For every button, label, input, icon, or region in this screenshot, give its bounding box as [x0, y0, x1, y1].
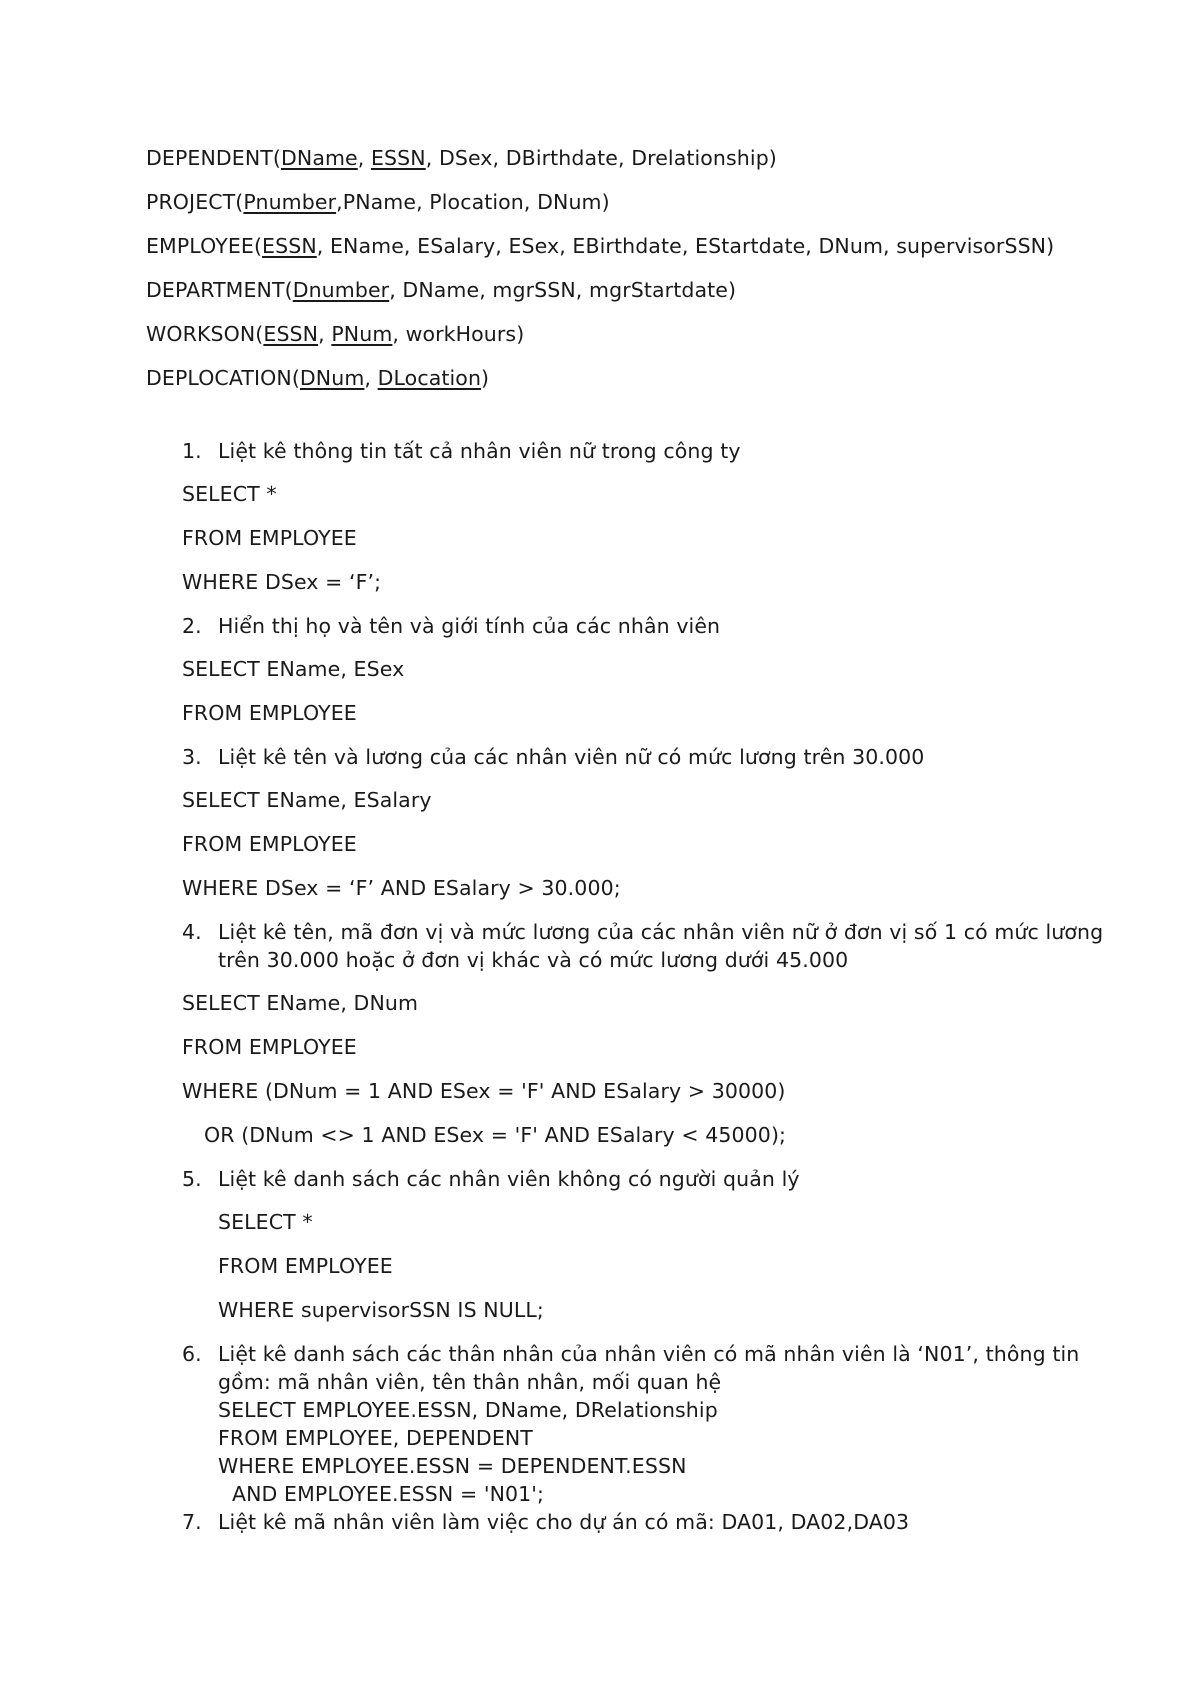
sql-line: FROM EMPLOYEE: [218, 1254, 393, 1278]
sql-line: SELECT EName, ESex: [182, 657, 405, 681]
sql-line: WHERE (DNum = 1 AND ESex = 'F' AND ESalary > 30000): [182, 1079, 786, 1103]
question-4: 4. Liệt kê tên, mã đơn vị và mức lương của các nhân viên nữ ở đơn vị số 1 có mức lương trên 30.000 hoặc ở đơn vị khác và có mức lương dưới 45.000: [182, 920, 1104, 972]
question-5: 5. Liệt kê danh sách các nhân viên không có người quản lý: [182, 1167, 800, 1191]
sql-line: WHERE supervisorSSN IS NULL;: [218, 1298, 544, 1322]
sql-line: WHERE DSex = ‘F’ AND ESalary > 30.000;: [182, 876, 621, 900]
question-6: 6. Liệt kê danh sách các thân nhân của nhân viên có mã nhân viên là ‘N01’, thông tin gồm: mã nhân viên, tên thân nhân, mối quan hệ: [182, 1342, 1080, 1394]
sql-line: WHERE DSex = ‘F’;: [182, 570, 382, 594]
schema-deplocation: DEPLOCATION(DNum, DLocation): [146, 366, 490, 390]
question-7: 7. Liệt kê mã nhân viên làm việc cho dự án có mã: DA01, DA02,DA03: [182, 1510, 910, 1534]
sql-line: FROM EMPLOYEE, DEPENDENT: [218, 1426, 533, 1450]
sql-line: SELECT *: [182, 482, 277, 506]
schema-workson: WORKSON(ESSN, PNum, workHours): [146, 322, 525, 346]
sql-line: AND EMPLOYEE.ESSN = 'N01';: [232, 1482, 545, 1506]
schema-department: DEPARTMENT(Dnumber, DName, mgrSSN, mgrStartdate): [146, 278, 737, 302]
schema-dependent: DEPENDENT(DName, ESSN, DSex, DBirthdate, Drelationship): [146, 146, 777, 170]
sql-line: WHERE EMPLOYEE.ESSN = DEPENDENT.ESSN: [218, 1454, 687, 1478]
question-2: 2. Hiển thị họ và tên và giới tính của các nhân viên: [182, 614, 721, 638]
schema-list: [146, 144, 1106, 408]
schema-employee: EMPLOYEE(ESSN, EName, ESalary, ESex, EBirthdate, EStartdate, DNum, supervisorSSN): [146, 234, 1055, 258]
sql-line: SELECT EMPLOYEE.ESSN, DName, DRelationship: [218, 1398, 718, 1422]
sql-line: FROM EMPLOYEE: [182, 832, 357, 856]
sql-line: OR (DNum <> 1 AND ESex = 'F' AND ESalary < 45000);: [204, 1123, 787, 1147]
sql-line: FROM EMPLOYEE: [182, 1035, 357, 1059]
question-3: 3. Liệt kê tên và lương của các nhân viên nữ có mức lương trên 30.000: [182, 745, 925, 769]
sql-line: SELECT EName, ESalary: [182, 788, 432, 812]
sql-line: FROM EMPLOYEE: [182, 526, 357, 550]
sql-line: SELECT *: [218, 1210, 313, 1234]
question-list: [146, 437, 1106, 1551]
question-1: 1. Liệt kê thông tin tất cả nhân viên nữ trong công ty: [182, 439, 741, 463]
sql-line: SELECT EName, DNum: [182, 991, 419, 1015]
schema-project: PROJECT(Pnumber,PName, Plocation, DNum): [146, 190, 610, 214]
sql-line: FROM EMPLOYEE: [182, 701, 357, 725]
